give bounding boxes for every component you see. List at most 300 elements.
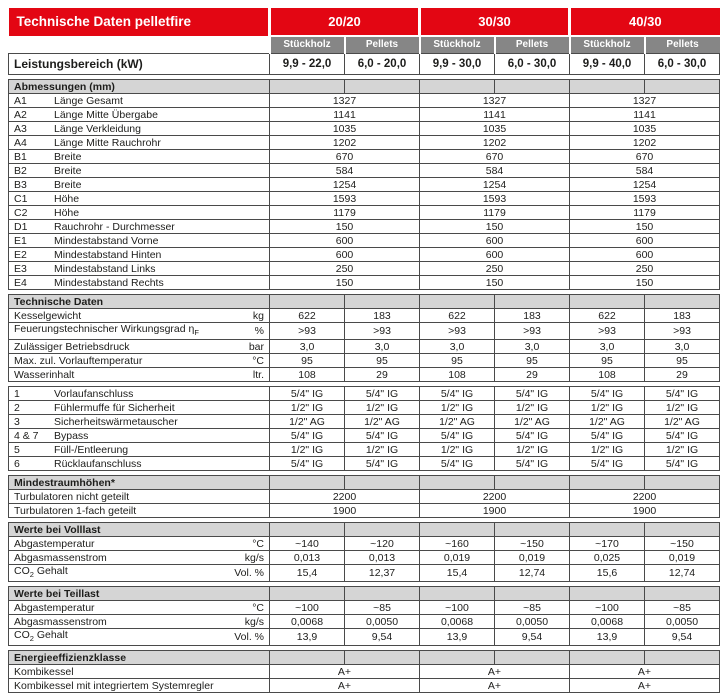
- row-name: $CO_2$ Gehalt: [14, 565, 68, 580]
- row-value: A+: [270, 665, 420, 679]
- row-code: E3: [14, 262, 27, 275]
- row-value: A+: [270, 679, 420, 693]
- row-value: 95: [420, 354, 495, 368]
- row-name: Länge Gesamt: [54, 94, 123, 107]
- row-name: Breite: [54, 150, 82, 163]
- model-header-20-20: 20/20: [270, 8, 420, 36]
- row-value: 5/4" IG: [570, 429, 645, 443]
- row-code: A1: [14, 94, 27, 107]
- row-value: ~150: [645, 537, 720, 551]
- row-value: ~85: [345, 601, 420, 615]
- table-row: [9, 340, 720, 354]
- row-value: 5/4" IG: [420, 457, 495, 471]
- row-label: [9, 276, 270, 290]
- row-value: 108: [420, 368, 495, 382]
- row-value: 1593: [570, 192, 720, 206]
- model-header-40-30: 40/30: [570, 8, 720, 36]
- section-header-cell: [420, 587, 495, 601]
- row-unit: kg/s: [244, 615, 264, 628]
- row-code: C1: [14, 192, 28, 205]
- table-row: [9, 629, 720, 646]
- header-table: [8, 8, 720, 75]
- row-code: B1: [14, 150, 27, 163]
- table-row: [9, 537, 720, 551]
- row-label: [9, 122, 270, 136]
- section-mindestraumhoehen: [8, 475, 720, 518]
- row-code: 5: [14, 443, 20, 456]
- row-value: 1035: [420, 122, 570, 136]
- row-name: Abgasmassenstrom: [14, 615, 107, 628]
- row-name: Kombikessel mit integriertem Systemregler: [14, 679, 214, 692]
- section-title: Werte bei Teillast: [9, 587, 270, 601]
- table-row: [9, 429, 720, 443]
- table-row: [9, 354, 720, 368]
- row-value: 1202: [420, 136, 570, 150]
- row-value: 1/2" IG: [270, 401, 345, 415]
- row-value: ~100: [570, 601, 645, 615]
- row-name: Höhe: [54, 206, 80, 219]
- row-value: 5/4" IG: [270, 387, 345, 401]
- row-value: 584: [270, 164, 420, 178]
- row-value: 5/4" IG: [645, 429, 720, 443]
- row-label: [9, 220, 270, 234]
- section-header-cell: [420, 295, 495, 309]
- row-value: 5/4" IG: [270, 429, 345, 443]
- row-label: [9, 415, 270, 429]
- row-value: 1900: [420, 504, 570, 518]
- section-werte-teillast: [8, 586, 720, 646]
- row-value: 0,0050: [495, 615, 570, 629]
- row-value: 1/2" AG: [345, 415, 420, 429]
- row-value: 1202: [570, 136, 720, 150]
- row-value: 600: [270, 248, 420, 262]
- section-energieeffizienzklasse: [8, 650, 720, 693]
- row-value: 5/4" IG: [345, 429, 420, 443]
- row-label: [9, 323, 270, 340]
- row-label: [9, 615, 270, 629]
- table-row: [9, 248, 720, 262]
- row-value: ~170: [570, 537, 645, 551]
- row-value: 183: [645, 309, 720, 323]
- row-value: 1254: [570, 178, 720, 192]
- section-header-cell: [345, 295, 420, 309]
- row-name: Abgastemperatur: [14, 537, 95, 550]
- row-value: ~120: [345, 537, 420, 551]
- row-value: 5/4" IG: [345, 387, 420, 401]
- row-name: Max. zul. Vorlauftemperatur: [14, 354, 143, 367]
- section-header-cell: [270, 523, 345, 537]
- row-value: 3,0: [495, 340, 570, 354]
- row-value: 150: [420, 220, 570, 234]
- table-row: [9, 94, 720, 108]
- row-value: >93: [495, 323, 570, 340]
- row-value: 1/2" AG: [570, 415, 645, 429]
- table-row: [9, 601, 720, 615]
- row-value: 1202: [270, 136, 420, 150]
- row-value: 6,0 - 30,0: [645, 54, 720, 75]
- row-value: 1900: [270, 504, 420, 518]
- row-name: Mindestabstand Hinten: [54, 248, 162, 261]
- section-header-cell: [645, 587, 720, 601]
- row-name: Füll-/Entleerung: [54, 443, 129, 456]
- row-value: 1/2" IG: [645, 401, 720, 415]
- row-label: [9, 565, 270, 582]
- row-value: 0,013: [345, 551, 420, 565]
- section-header-cell: [495, 295, 570, 309]
- row-value: >93: [645, 323, 720, 340]
- row-label: [9, 504, 270, 518]
- row-unit: %: [254, 325, 264, 338]
- section-header-cell: [420, 523, 495, 537]
- row-value: 9,9 - 22,0: [270, 54, 345, 75]
- row-value: 1/2" AG: [420, 415, 495, 429]
- row-value: 5/4" IG: [495, 457, 570, 471]
- row-value: 1035: [270, 122, 420, 136]
- row-name: Abgasmassenstrom: [14, 551, 107, 564]
- row-value: 1035: [570, 122, 720, 136]
- row-name: Sicherheitswärmetauscher: [54, 415, 178, 428]
- row-label: [9, 94, 270, 108]
- row-value: 15,4: [270, 565, 345, 582]
- section-title: Werte bei Volllast: [9, 523, 270, 537]
- row-name: Länge Verkleidung: [54, 122, 141, 135]
- row-label: [9, 164, 270, 178]
- row-value: 5/4" IG: [570, 387, 645, 401]
- row-value: 95: [345, 354, 420, 368]
- row-code: E4: [14, 276, 27, 289]
- row-name: Länge Mitte Rauchrohr: [54, 136, 161, 149]
- row-value: 1141: [570, 108, 720, 122]
- row-value: 108: [270, 368, 345, 382]
- row-unit: Vol. %: [234, 631, 264, 644]
- row-label: [9, 429, 270, 443]
- row-value: 3,0: [345, 340, 420, 354]
- section-header-cell: [270, 476, 345, 490]
- row-value: 622: [570, 309, 645, 323]
- table-row: [9, 679, 720, 693]
- row-code: B3: [14, 178, 27, 191]
- row-value: 250: [570, 262, 720, 276]
- fuel-header-row: [9, 36, 720, 54]
- row-name: Länge Mitte Übergabe: [54, 108, 158, 121]
- row-name: Feuerungstechnischer Wirkungsgrad $\eta_F$: [14, 323, 199, 338]
- row-value: 3,0: [645, 340, 720, 354]
- row-label: [9, 262, 270, 276]
- row-value: 2200: [570, 490, 720, 504]
- row-code: 3: [14, 415, 20, 428]
- table-row: [9, 276, 720, 290]
- table-row: [9, 150, 720, 164]
- row-label: [9, 368, 270, 382]
- table-row: [9, 387, 720, 401]
- row-value: 2200: [270, 490, 420, 504]
- row-value: 1179: [420, 206, 570, 220]
- row-value: 1179: [270, 206, 420, 220]
- row-value: 622: [270, 309, 345, 323]
- table-row: [9, 415, 720, 429]
- row-label: [9, 309, 270, 323]
- row-label: [9, 490, 270, 504]
- row-name: Vorlaufanschluss: [54, 387, 134, 400]
- row-value: 6,0 - 20,0: [345, 54, 420, 75]
- spec-sections: [8, 79, 719, 693]
- section-header-cell: [270, 651, 345, 665]
- row-value: 5/4" IG: [570, 457, 645, 471]
- row-name: Breite: [54, 164, 82, 177]
- row-value: 12,74: [495, 565, 570, 582]
- row-name: Turbulatoren 1-fach geteilt: [14, 504, 137, 517]
- row-value: 600: [420, 248, 570, 262]
- row-value: 5/4" IG: [420, 387, 495, 401]
- row-name: Mindestabstand Rechts: [54, 276, 164, 289]
- section-header-cell: [570, 295, 645, 309]
- section-header-row: [9, 587, 720, 601]
- row-value: 5/4" IG: [345, 457, 420, 471]
- section-header-row: [9, 476, 720, 490]
- row-name: Rauchrohr - Durchmesser: [54, 220, 175, 233]
- row-name: Fühlermuffe für Sicherheit: [54, 401, 175, 414]
- table-row: [9, 192, 720, 206]
- row-unit: °C: [252, 537, 264, 550]
- row-value: 1/2" AG: [495, 415, 570, 429]
- row-label: [9, 629, 270, 646]
- row-value: 5/4" IG: [495, 387, 570, 401]
- row-value: 1254: [270, 178, 420, 192]
- row-value: 29: [345, 368, 420, 382]
- section-werte-volllast: [8, 522, 720, 582]
- table-row: [9, 401, 720, 415]
- section-header-cell: [345, 80, 420, 94]
- row-value: 0,0050: [345, 615, 420, 629]
- section-header-cell: [345, 523, 420, 537]
- row-value: ~100: [420, 601, 495, 615]
- row-value: 5/4" IG: [270, 457, 345, 471]
- row-value: 9,54: [345, 629, 420, 646]
- section-header-cell: [495, 523, 570, 537]
- row-value: 1141: [420, 108, 570, 122]
- row-value: 150: [570, 276, 720, 290]
- section-header-cell: [645, 295, 720, 309]
- fuel-header: Pellets: [495, 36, 570, 54]
- row-value: 600: [270, 234, 420, 248]
- section-title: Mindestraumhöhen*: [9, 476, 270, 490]
- row-value: ~100: [270, 601, 345, 615]
- row-value: 1593: [270, 192, 420, 206]
- row-value: 5/4" IG: [495, 429, 570, 443]
- row-value: 95: [570, 354, 645, 368]
- row-value: 1/2" IG: [570, 401, 645, 415]
- table-row: [9, 108, 720, 122]
- row-value: 0,0050: [645, 615, 720, 629]
- row-value: 9,54: [645, 629, 720, 646]
- row-value: 9,9 - 30,0: [420, 54, 495, 75]
- table-row: [9, 490, 720, 504]
- row-code: C2: [14, 206, 28, 219]
- fuel-header: Pellets: [645, 36, 720, 54]
- table-row: [9, 220, 720, 234]
- row-label: [9, 601, 270, 615]
- section-header-cell: [420, 476, 495, 490]
- table-row: [9, 122, 720, 136]
- row-value: ~85: [495, 601, 570, 615]
- row-name: Kombikessel: [14, 665, 74, 678]
- row-value: 9,54: [495, 629, 570, 646]
- row-code: A2: [14, 108, 27, 121]
- row-value: 95: [270, 354, 345, 368]
- row-value: 5/4" IG: [645, 457, 720, 471]
- table-row: [9, 565, 720, 582]
- row-value: 29: [495, 368, 570, 382]
- row-value: 1593: [420, 192, 570, 206]
- section-header-cell: [345, 476, 420, 490]
- table-row: [9, 164, 720, 178]
- section-header-cell: [570, 651, 645, 665]
- table-row: [9, 136, 720, 150]
- row-value: ~85: [645, 601, 720, 615]
- row-value: 600: [420, 234, 570, 248]
- row-name: Turbulatoren nicht geteilt: [14, 490, 130, 503]
- section-header-cell: [495, 80, 570, 94]
- row-code: 2: [14, 401, 20, 414]
- fuel-header: Stückholz: [570, 36, 645, 54]
- table-row: [9, 443, 720, 457]
- row-value: 1/2" AG: [645, 415, 720, 429]
- section-header-cell: [495, 476, 570, 490]
- row-value: 1/2" IG: [270, 443, 345, 457]
- row-value: 600: [570, 248, 720, 262]
- row-value: 3,0: [420, 340, 495, 354]
- row-value: 1/2" IG: [420, 443, 495, 457]
- table-row: [9, 178, 720, 192]
- row-value: 0,013: [270, 551, 345, 565]
- row-code: D1: [14, 220, 28, 233]
- row-value: 13,9: [420, 629, 495, 646]
- row-value: 600: [570, 234, 720, 248]
- row-value: 95: [645, 354, 720, 368]
- section-header-row: [9, 523, 720, 537]
- row-unit: ltr.: [252, 368, 264, 381]
- row-label: [9, 150, 270, 164]
- row-value: 13,9: [270, 629, 345, 646]
- section-abmessungen: [8, 79, 720, 290]
- fuel-header: Stückholz: [420, 36, 495, 54]
- page-title: Technische Daten pelletfire: [9, 8, 270, 36]
- row-value: 1/2" IG: [570, 443, 645, 457]
- table-row: [9, 234, 720, 248]
- section-header-cell: [570, 476, 645, 490]
- row-value: 6,0 - 30,0: [495, 54, 570, 75]
- row-name: Mindestabstand Vorne: [54, 234, 159, 247]
- row-name-subscript: 2: [29, 570, 34, 580]
- section-header-cell: [270, 295, 345, 309]
- row-value: 1327: [570, 94, 720, 108]
- row-value: 150: [270, 276, 420, 290]
- row-value: 2200: [420, 490, 570, 504]
- row-value: 95: [495, 354, 570, 368]
- row-value: ~140: [270, 537, 345, 551]
- row-name: Rücklaufanschluss: [54, 457, 142, 470]
- row-label: [9, 108, 270, 122]
- row-value: 1/2" IG: [495, 401, 570, 415]
- row-value: 0,019: [645, 551, 720, 565]
- section-header-row: [9, 80, 720, 94]
- row-unit: bar: [248, 340, 264, 353]
- row-label: [9, 443, 270, 457]
- table-row: [9, 323, 720, 340]
- section-header-cell: [270, 80, 345, 94]
- fuel-header: Stückholz: [270, 36, 345, 54]
- row-code: A4: [14, 136, 27, 149]
- table-row: [9, 368, 720, 382]
- section-header-row: [9, 295, 720, 309]
- spec-sheet: [8, 8, 719, 697]
- row-value: 584: [420, 164, 570, 178]
- row-label: [9, 679, 270, 693]
- section-header-cell: [345, 651, 420, 665]
- row-name: Höhe: [54, 192, 80, 205]
- row-unit: kg: [252, 309, 264, 322]
- row-value: A+: [420, 679, 570, 693]
- section-header-cell: [495, 587, 570, 601]
- section-header-cell: [645, 80, 720, 94]
- row-value: 15,6: [570, 565, 645, 582]
- table-row: [9, 206, 720, 220]
- row-label: [9, 206, 270, 220]
- section-technische-daten: [8, 294, 720, 382]
- row-unit: °C: [252, 601, 264, 614]
- row-value: 670: [270, 150, 420, 164]
- row-label: [9, 457, 270, 471]
- row-value: >93: [570, 323, 645, 340]
- row-value: 0,019: [495, 551, 570, 565]
- row-value: 250: [420, 262, 570, 276]
- row-name: Abgastemperatur: [14, 601, 95, 614]
- row-label: [9, 551, 270, 565]
- row-name: Mindestabstand Links: [54, 262, 156, 275]
- row-value: 670: [420, 150, 570, 164]
- row-unit: Vol. %: [234, 567, 264, 580]
- row-value: 1900: [570, 504, 720, 518]
- row-value: >93: [420, 323, 495, 340]
- row-value: 1141: [270, 108, 420, 122]
- section-header-row: [9, 651, 720, 665]
- row-code: 1: [14, 387, 20, 400]
- row-value: 0,0068: [570, 615, 645, 629]
- table-row: [9, 457, 720, 471]
- section-header-cell: [645, 523, 720, 537]
- row-name: Bypass: [54, 429, 89, 442]
- row-value: 622: [420, 309, 495, 323]
- row-value: 0,0068: [270, 615, 345, 629]
- power-range-row: [9, 54, 720, 75]
- table-row: [9, 551, 720, 565]
- row-value: 29: [645, 368, 720, 382]
- row-label: [9, 340, 270, 354]
- row-label: [9, 192, 270, 206]
- row-value: 183: [345, 309, 420, 323]
- row-value: 1/2" AG: [270, 415, 345, 429]
- row-label: [9, 234, 270, 248]
- row-value: 15,4: [420, 565, 495, 582]
- row-value: A+: [570, 665, 720, 679]
- row-name: $CO_2$ Gehalt: [14, 629, 68, 644]
- row-value: 250: [270, 262, 420, 276]
- row-value: 1254: [420, 178, 570, 192]
- row-value: 0,019: [420, 551, 495, 565]
- row-name: Breite: [54, 178, 82, 191]
- table-row: [9, 504, 720, 518]
- row-value: ~150: [495, 537, 570, 551]
